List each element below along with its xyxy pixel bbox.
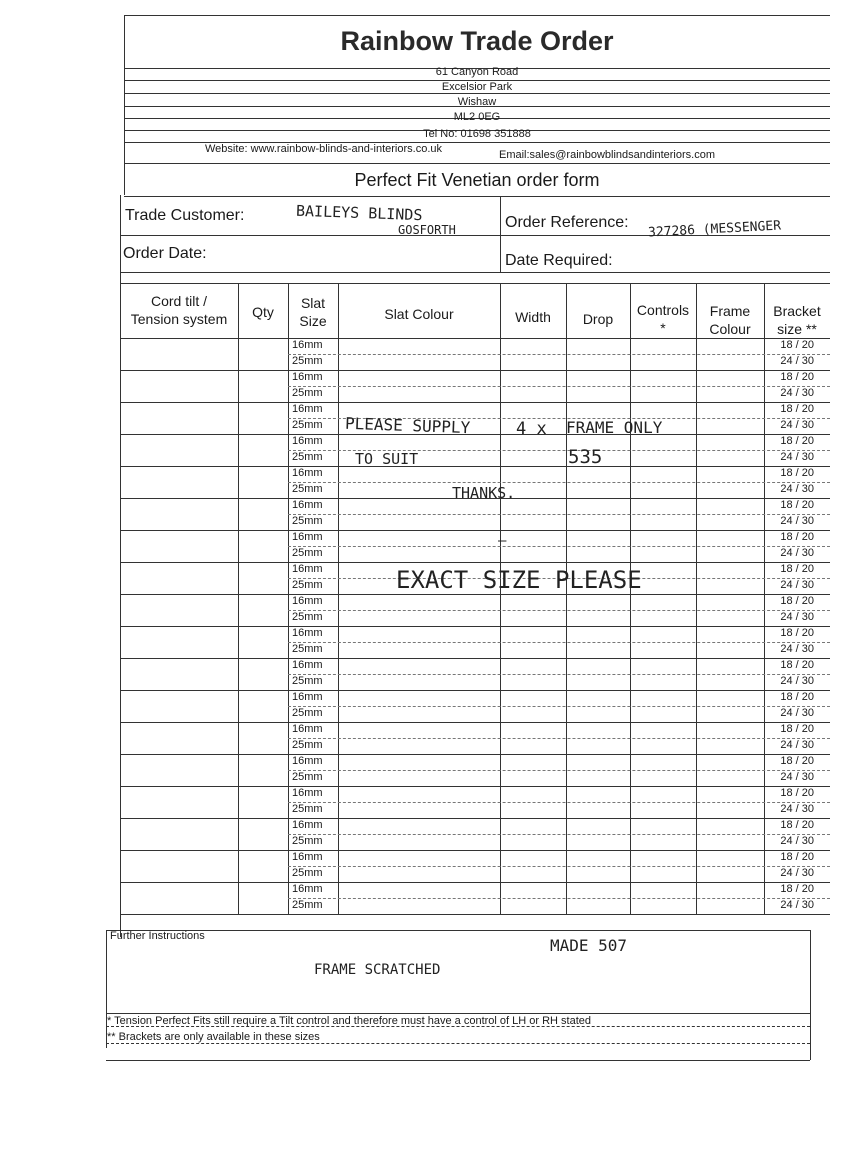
address-line-4: ML2 0EG [453,111,501,123]
col-qty-header: Qty [252,304,274,320]
form-title: Perfect Fit Venetian order form [354,170,600,190]
bracket-size-label: 24 / 30 [780,483,814,495]
half-row-rule [288,674,830,675]
telephone: Tel No: 01698 351888 [423,128,531,140]
customer-divider [500,196,501,272]
note-frame-scratched: FRAME SCRATCHED [314,962,441,978]
table-row-rule [120,562,830,563]
note-drop-value: 535 [568,446,603,468]
note-thanks: THANKS. [452,484,516,502]
table-row-rule [120,882,830,883]
header-bottom-rule [120,338,830,339]
bracket-size-label: 24 / 30 [780,707,814,719]
rule [106,1013,810,1014]
slat-size-label: 25mm [292,707,323,719]
slat-size-label: 16mm [292,787,323,799]
rule [120,283,830,284]
note-please-supply: PLEASE SUPPLY [344,413,471,438]
col-frame-colour-line1: Frame [709,303,751,319]
bracket-size-label: 24 / 30 [780,835,814,847]
col-bracket-line1: Bracket [773,303,821,319]
half-row-rule [288,706,830,707]
col-slat-colour-header: Slat Colour [384,306,454,322]
col-cord-header-line1: Cord tilt / [150,293,207,309]
bracket-size-label: 18 / 20 [780,723,814,735]
bracket-size-label: 24 / 30 [780,739,814,751]
col-controls-line1: Controls [636,302,690,318]
bracket-size-label: 24 / 30 [780,643,814,655]
column-divider [630,283,631,914]
customer-name-handwritten: BAILEYS BLINDS [295,201,423,225]
customer-town-handwritten: GOSFORTH [398,223,456,237]
slat-size-label: 25mm [292,739,323,751]
table-row-rule [120,434,830,435]
note-quantity: 4 x [516,419,547,439]
note-made: MADE 507 [550,936,628,955]
half-row-rule [288,770,830,771]
half-row-rule [288,738,830,739]
bracket-size-label: 18 / 20 [780,883,814,895]
address-line-2: Excelsior Park [441,81,513,93]
table-row-rule [120,690,830,691]
half-row-rule [288,610,830,611]
note-dash: — [498,533,507,549]
bracket-size-label: 24 / 30 [780,867,814,879]
bracket-size-label: 18 / 20 [780,627,814,639]
col-slat-size-line1: Slat [300,295,326,311]
frame-right-bottom [810,930,811,1060]
bracket-size-label: 18 / 20 [780,755,814,767]
col-frame-colour-header [696,302,764,338]
half-row-rule [288,802,830,803]
column-divider [696,283,697,914]
bracket-size-label: 18 / 20 [780,403,814,415]
slat-size-label: 25mm [292,483,323,495]
slat-size-label: 16mm [292,595,323,607]
bracket-size-label: 18 / 20 [780,467,814,479]
table-row-rule [120,594,830,595]
slat-size-label: 25mm [292,899,323,911]
slat-size-label: 16mm [292,403,323,415]
website: Website: www.rainbow-blinds-and-interiors.co.uk [205,143,443,155]
table-row-rule [120,818,830,819]
bracket-size-label: 18 / 20 [780,851,814,863]
half-row-rule [288,546,830,547]
slat-size-label: 25mm [292,867,323,879]
bracket-size-label: 18 / 20 [780,371,814,383]
bracket-size-label: 24 / 30 [780,355,814,367]
col-slat-size-line2: Size [299,313,327,329]
bracket-size-label: 18 / 20 [780,531,814,543]
bracket-size-label: 18 / 20 [780,819,814,831]
column-divider [338,283,339,914]
column-divider [500,283,501,914]
col-bracket-header [764,302,830,338]
bracket-size-label: 24 / 30 [780,451,814,463]
col-controls-line2: * [660,320,666,336]
slat-size-label: 16mm [292,435,323,447]
note-frame-only: FRAME ONLY [566,418,663,437]
trade-customer-label: Trade Customer: [125,207,245,224]
email: Email:sales@rainbowblindsandinteriors.com [499,149,715,161]
slat-size-label: 16mm [292,339,323,351]
bracket-size-label: 24 / 30 [780,547,814,559]
col-cord-header [120,292,238,328]
slat-size-label: 25mm [292,355,323,367]
rule [124,163,830,164]
note-to-suit: TO SUIT [355,450,419,468]
slat-size-label: 25mm [292,451,323,463]
slat-size-label: 25mm [292,771,323,783]
slat-size-label: 16mm [292,371,323,383]
slat-size-label: 25mm [292,547,323,559]
col-cord-header-line2: Tension system [130,311,228,327]
table-row-rule [120,658,830,659]
slat-size-label: 16mm [292,467,323,479]
table-row-rule [120,466,830,467]
half-row-rule [288,642,830,643]
slat-size-label: 16mm [292,659,323,671]
slat-size-label: 16mm [292,499,323,511]
table-row-rule [120,914,830,915]
order-reference-label: Order Reference: [505,214,629,231]
slat-size-label: 25mm [292,579,323,591]
table-row-rule [120,786,830,787]
bracket-size-label: 18 / 20 [780,595,814,607]
slat-size-label: 25mm [292,387,323,399]
half-row-rule [288,866,830,867]
bracket-size-label: 18 / 20 [780,435,814,447]
slat-size-label: 16mm [292,691,323,703]
rule [106,1043,810,1044]
slat-size-label: 25mm [292,675,323,687]
bracket-size-label: 24 / 30 [780,771,814,783]
half-row-rule [288,482,830,483]
bracket-size-label: 18 / 20 [780,691,814,703]
bracket-size-label: 18 / 20 [780,787,814,799]
further-instructions-label: Further Instructions [110,930,205,942]
table-row-rule [120,530,830,531]
slat-size-label: 16mm [292,851,323,863]
rule [124,93,830,94]
rule [124,15,830,16]
date-required-label: Date Required: [505,252,613,269]
address-line-1: 61 Canyon Road [435,66,519,78]
column-divider [566,283,567,914]
table-row-rule [120,754,830,755]
half-row-rule [288,354,830,355]
bracket-size-label: 24 / 30 [780,675,814,687]
table-row-rule [120,850,830,851]
table-row-rule [120,370,830,371]
col-controls-header [630,301,696,337]
footnote-tension: * Tension Perfect Fits still require a Tilt control and therefore must have a control of LH or RH stated [107,1015,592,1027]
table-row-rule [120,402,830,403]
half-row-rule [288,386,830,387]
bracket-size-label: 18 / 20 [780,563,814,575]
half-row-rule [288,898,830,899]
order-reference-handwritten: 327286 (MESSENGER [647,218,782,241]
bracket-size-label: 24 / 30 [780,515,814,527]
slat-size-label: 25mm [292,803,323,815]
bracket-size-label: 18 / 20 [780,659,814,671]
col-bracket-line2: size ** [777,321,817,337]
bracket-size-label: 18 / 20 [780,499,814,511]
table-row-rule [120,722,830,723]
bracket-size-label: 24 / 30 [780,899,814,911]
slat-size-label: 25mm [292,835,323,847]
bracket-size-label: 24 / 30 [780,387,814,399]
note-exact-size: EXACT SIZE PLEASE [396,566,642,594]
slat-size-label: 25mm [292,643,323,655]
table-row-rule [120,626,830,627]
slat-size-label: 16mm [292,531,323,543]
bracket-size-label: 24 / 30 [780,579,814,591]
column-divider [238,283,239,914]
rule [120,272,830,273]
col-width-header: Width [515,309,551,325]
slat-size-label: 16mm [292,723,323,735]
slat-size-label: 25mm [292,611,323,623]
half-row-rule [288,514,830,515]
slat-size-label: 25mm [292,515,323,527]
bracket-size-label: 18 / 20 [780,339,814,351]
address-line-3: Wishaw [457,96,497,108]
slat-size-label: 16mm [292,627,323,639]
column-divider [288,283,289,914]
slat-size-label: 16mm [292,563,323,575]
bracket-size-label: 24 / 30 [780,419,814,431]
bracket-size-label: 24 / 30 [780,803,814,815]
rule [106,1060,810,1061]
slat-size-label: 16mm [292,819,323,831]
rule [124,196,830,197]
bracket-size-label: 24 / 30 [780,611,814,623]
slat-size-label: 16mm [292,755,323,767]
slat-size-label: 16mm [292,883,323,895]
order-date-label: Order Date: [123,245,207,262]
slat-size-label: 25mm [292,419,323,431]
form-heading: Rainbow Trade Order [340,26,614,56]
col-frame-colour-line2: Colour [709,321,751,337]
half-row-rule [288,834,830,835]
col-slat-size-header [288,294,338,330]
rule [106,930,810,931]
footnote-brackets: ** Brackets are only available in these sizes [107,1031,320,1043]
col-drop-header: Drop [582,311,614,327]
